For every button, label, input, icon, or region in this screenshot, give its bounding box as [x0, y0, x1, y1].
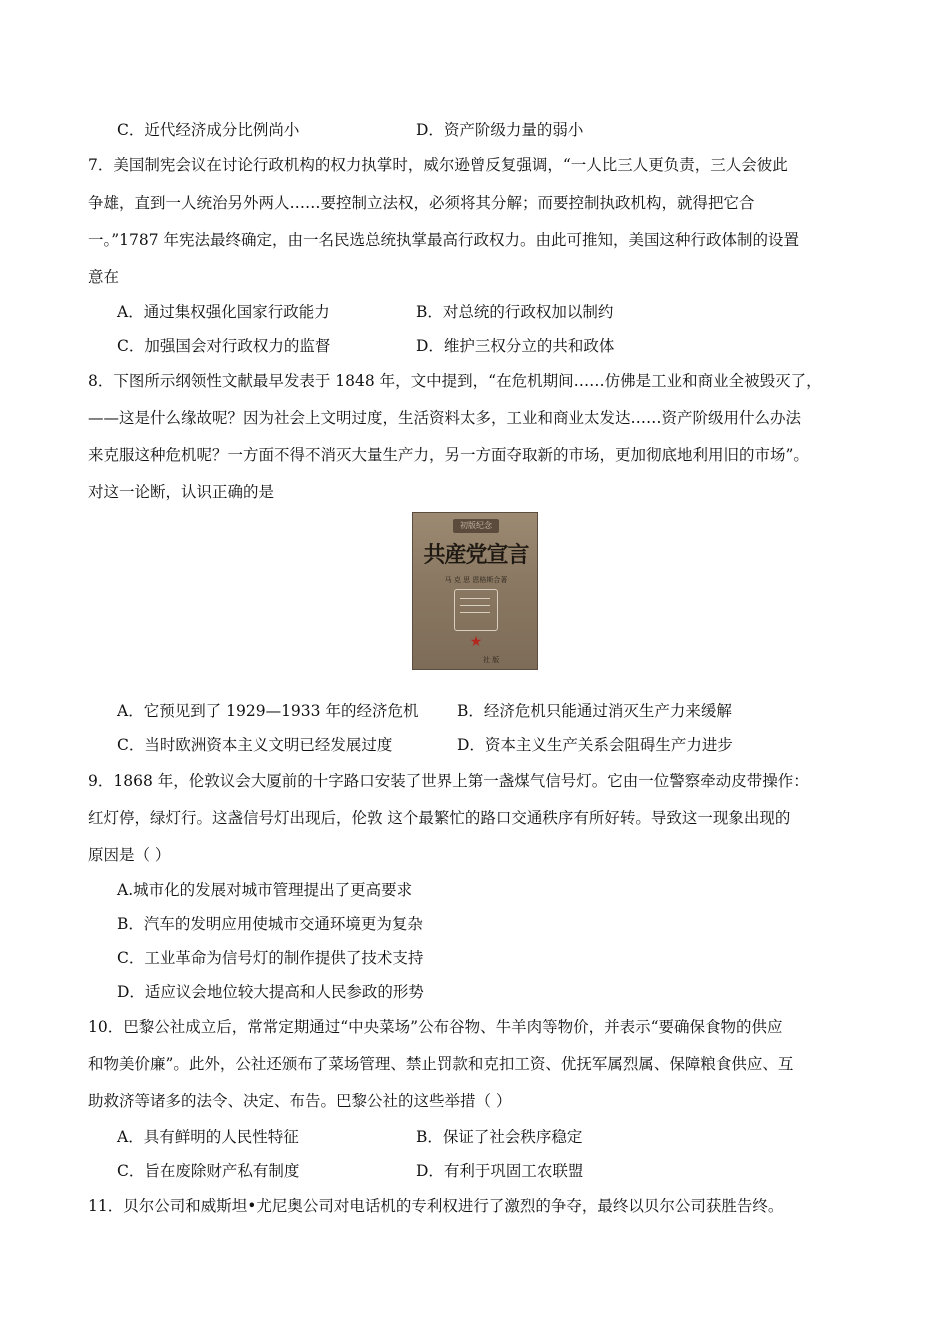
- q9-stem-line-2: 红灯停，绿灯行。这盏信号灯出现后，伦敦 这个最繁忙的路口交通秩序有所好转。导致这一现象出现的: [88, 809, 791, 827]
- q8-option-c: C．当时欧洲资本主义文明已经发展过度: [117, 736, 393, 754]
- q6-option-c: C．近代经济成分比例尚小: [117, 121, 300, 139]
- q10-stem-line-3: 助救济等诸多的法令、决定、布告。巴黎公社的这些举措（ ）: [88, 1092, 512, 1110]
- q6-option-d: D．资产阶级力量的弱小: [416, 121, 584, 139]
- q8-option-d: D．资本主义生产关系会阻碍生产力进步: [457, 736, 733, 754]
- q9-stem-line-3: 原因是（ ）: [88, 846, 171, 864]
- q10-option-a: A．具有鲜明的人民性特征: [117, 1128, 299, 1146]
- q9-stem-line-1: 9．1868 年，伦敦议会大厦前的十字路口安装了世界上第一盏煤气信号灯。它由一位警察牵动皮带操作：: [88, 772, 809, 790]
- q8-stem-line-2: ——这是什么缘故呢？因为社会上文明过度，生活资料太多，工业和商业太发达……资产阶级用什么办法: [88, 409, 802, 427]
- q7-option-d: D．维护三权分立的共和政体: [416, 337, 615, 355]
- q8-stem-line-1: 8．下图所示纲领性文献最早发表于 1848 年，文中提到，“在危机期间……仿佛是工业和商业全被毁灭了，: [88, 372, 822, 390]
- q7-option-b: B．对总统的行政权加以制约: [416, 303, 614, 321]
- q9-option-d: D．适应议会地位较大提高和人民参政的形势: [117, 983, 424, 1001]
- q7-option-c: C．加强国会对行政权力的监督: [117, 337, 331, 355]
- red-star-icon: ★: [469, 634, 483, 650]
- book-title: 共産党宣言: [423, 543, 529, 568]
- q9-option-c: C．工业革命为信号灯的制作提供了技术支持: [117, 949, 424, 967]
- q8-stem-line-3: 来克服这种危机呢？一方面不得不消灭大量生产力，另一方面夺取新的市场，更加彻底地利用旧的市场”。: [88, 446, 809, 464]
- q8-option-b: B．经济危机只能通过消灭生产力来缓解: [457, 702, 732, 720]
- q7-stem-line-4: 意在: [88, 268, 120, 286]
- communist-manifesto-cover-image: [412, 512, 538, 670]
- q7-option-a: A．通过集权强化国家行政能力: [117, 303, 330, 321]
- library-stamp-icon: [454, 589, 498, 631]
- q7-stem-line-3: 一。”1787 年宪法最终确定，由一名民选总统执掌最高行政权力。由此可推知，美国这种行政体制的设置: [88, 231, 800, 249]
- book-publisher: 社 版: [483, 656, 500, 664]
- q7-stem-line-2: 争雄，直到一人统治另外两人……要控制立法权，必须将其分解；而要控制执政机构，就得把它合: [88, 194, 755, 212]
- q10-option-d: D．有利于巩固工农联盟: [416, 1162, 584, 1180]
- q8-option-a: A．它预见到了 1929—1933 年的经济危机: [117, 702, 419, 720]
- q11-stem-line-1: 11．贝尔公司和威斯坦•尤尼奥公司对电话机的专利权进行了激烈的争夺，最终以贝尔公司获胜告终。: [88, 1197, 784, 1215]
- book-band-label: 初版纪念: [453, 519, 499, 533]
- q10-option-b: B．保证了社会秩序稳定: [416, 1128, 583, 1146]
- q7-stem-line-1: 7．美国制宪会议在讨论行政机构的权力执掌时，威尔逊曾反复强调，“一人比三人更负责，三人会彼此: [88, 156, 788, 174]
- book-authors: 马 克 思 恩格斯合著: [444, 576, 508, 584]
- q10-stem-line-1: 10．巴黎公社成立后，常常定期通过“中央菜场”公布谷物、牛羊肉等物价，并表示“要确保食物的供应: [88, 1018, 783, 1036]
- q10-option-c: C．旨在废除财产私有制度: [117, 1162, 300, 1180]
- q8-stem-line-4: 对这一论断，认识正确的是: [88, 483, 275, 501]
- q9-option-b: B．汽车的发明应用使城市交通环境更为复杂: [117, 915, 423, 933]
- q9-option-a: A.城市化的发展对城市管理提出了更高要求: [117, 881, 413, 899]
- q10-stem-line-2: 和物美价廉”。此外，公社还颁布了菜场管理、禁止罚款和克扣工资、优抚军属烈属、保障粮食供应、互: [88, 1055, 794, 1073]
